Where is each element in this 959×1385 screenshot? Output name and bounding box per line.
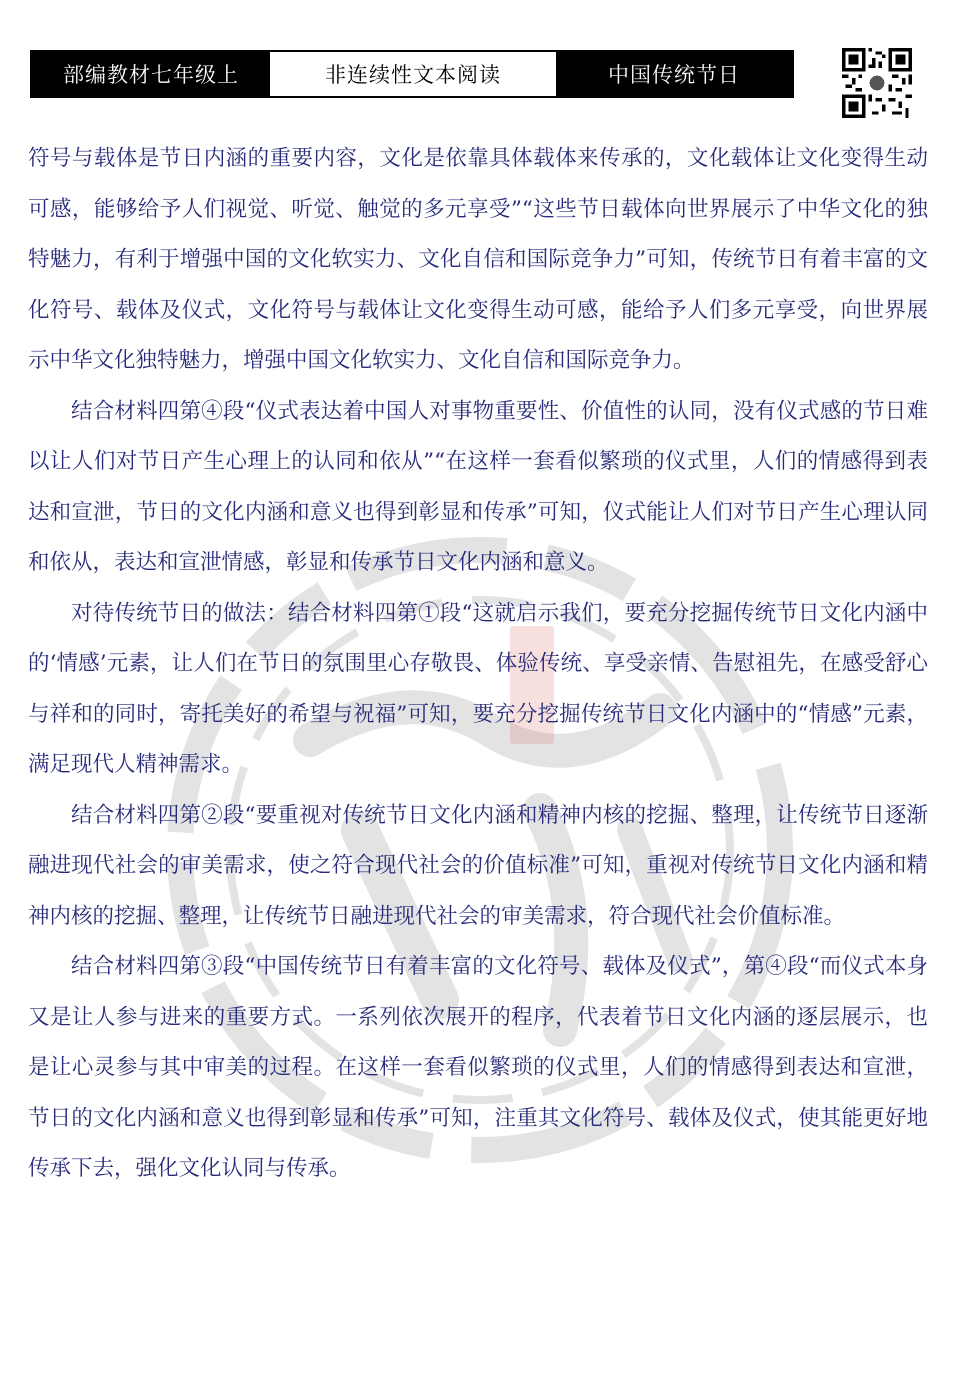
header-topic-label: 中国传统节日 bbox=[556, 52, 792, 96]
paragraph-2: 结合材料四第④段“仪式表达着中国人对事物重要性、价值性的认同，没有仪式感的节日难以让人们对节日产生心理上的认同和依从”“在这样一套看似繁琐的仪式里，人们的情感得到表达和宣泄，节日的文化内涵和意义也得到彰显和传承”可知，仪式能让人们对节日产生心理认同和依从，表达和宣泄情感，彰显和传承节日文化内涵和意义。 bbox=[28, 398, 928, 575]
header-category-label: 非连续性文本阅读 bbox=[270, 52, 556, 96]
paragraph-4: 结合材料四第②段“要重视对传统节日文化内涵和精神内核的挖掘、整理，让传统节日逐渐融进现代社会的审美需求，使之符合现代社会的价值标准”可知，重视对传统节日文化内涵和精神内核的挖掘、整理，让传统节日融进现代社会的审美需求，符合现代社会价值标准。 bbox=[28, 802, 928, 929]
article-body bbox=[28, 134, 928, 1195]
page-header bbox=[30, 50, 794, 98]
paragraph-1: 符号与载体是节日内涵的重要内容，文化是依靠具体载体来传承的，文化载体让文化变得生动可感，能够给予人们视觉、听觉、触觉的多元享受”“这些节日载体向世界展示了中华文化的独特魅力，有利于增强中国的文化软实力、文化自信和国际竞争力”可知，传统节日有着丰富的文化符号、载体及仪式，文化符号与载体让文化变得生动可感，能给予人们多元享受，向世界展示中华文化独特魅力，增强中国文化软实力、文化自信和国际竞争力。 bbox=[28, 146, 928, 373]
qr-code-icon bbox=[842, 48, 912, 118]
paragraph-3: 对待传统节日的做法：结合材料四第①段“这就启示我们，要充分挖掘传统节日文化内涵中的‘情感’元素，让人们在节日的氛围里心存敬畏、体验传统、享受亲情、告慰祖先，在感受舒心与祥和的同时，寄托美好的希望与祝福”可知，要充分挖掘传统节日文化内涵中的“情感”元素，满足现代人精神需求。 bbox=[28, 600, 928, 777]
header-grade-label: 部编教材七年级上 bbox=[32, 52, 270, 96]
paragraph-5: 结合材料四第③段“中国传统节日有着丰富的文化符号、载体及仪式”，第④段“而仪式本身又是让人参与进来的重要方式。一系列依次展开的程序，代表着节日文化内涵的逐层展示，也是让心灵参与其中审美的过程。在这样一套看似繁琐的仪式里，人们的情感得到表达和宣泄，节日的文化内涵和意义也得到彰显和传承”可知，注重其文化符号、载体及仪式，使其能更好地传承下去，强化文化认同与传承。 bbox=[28, 954, 928, 1181]
